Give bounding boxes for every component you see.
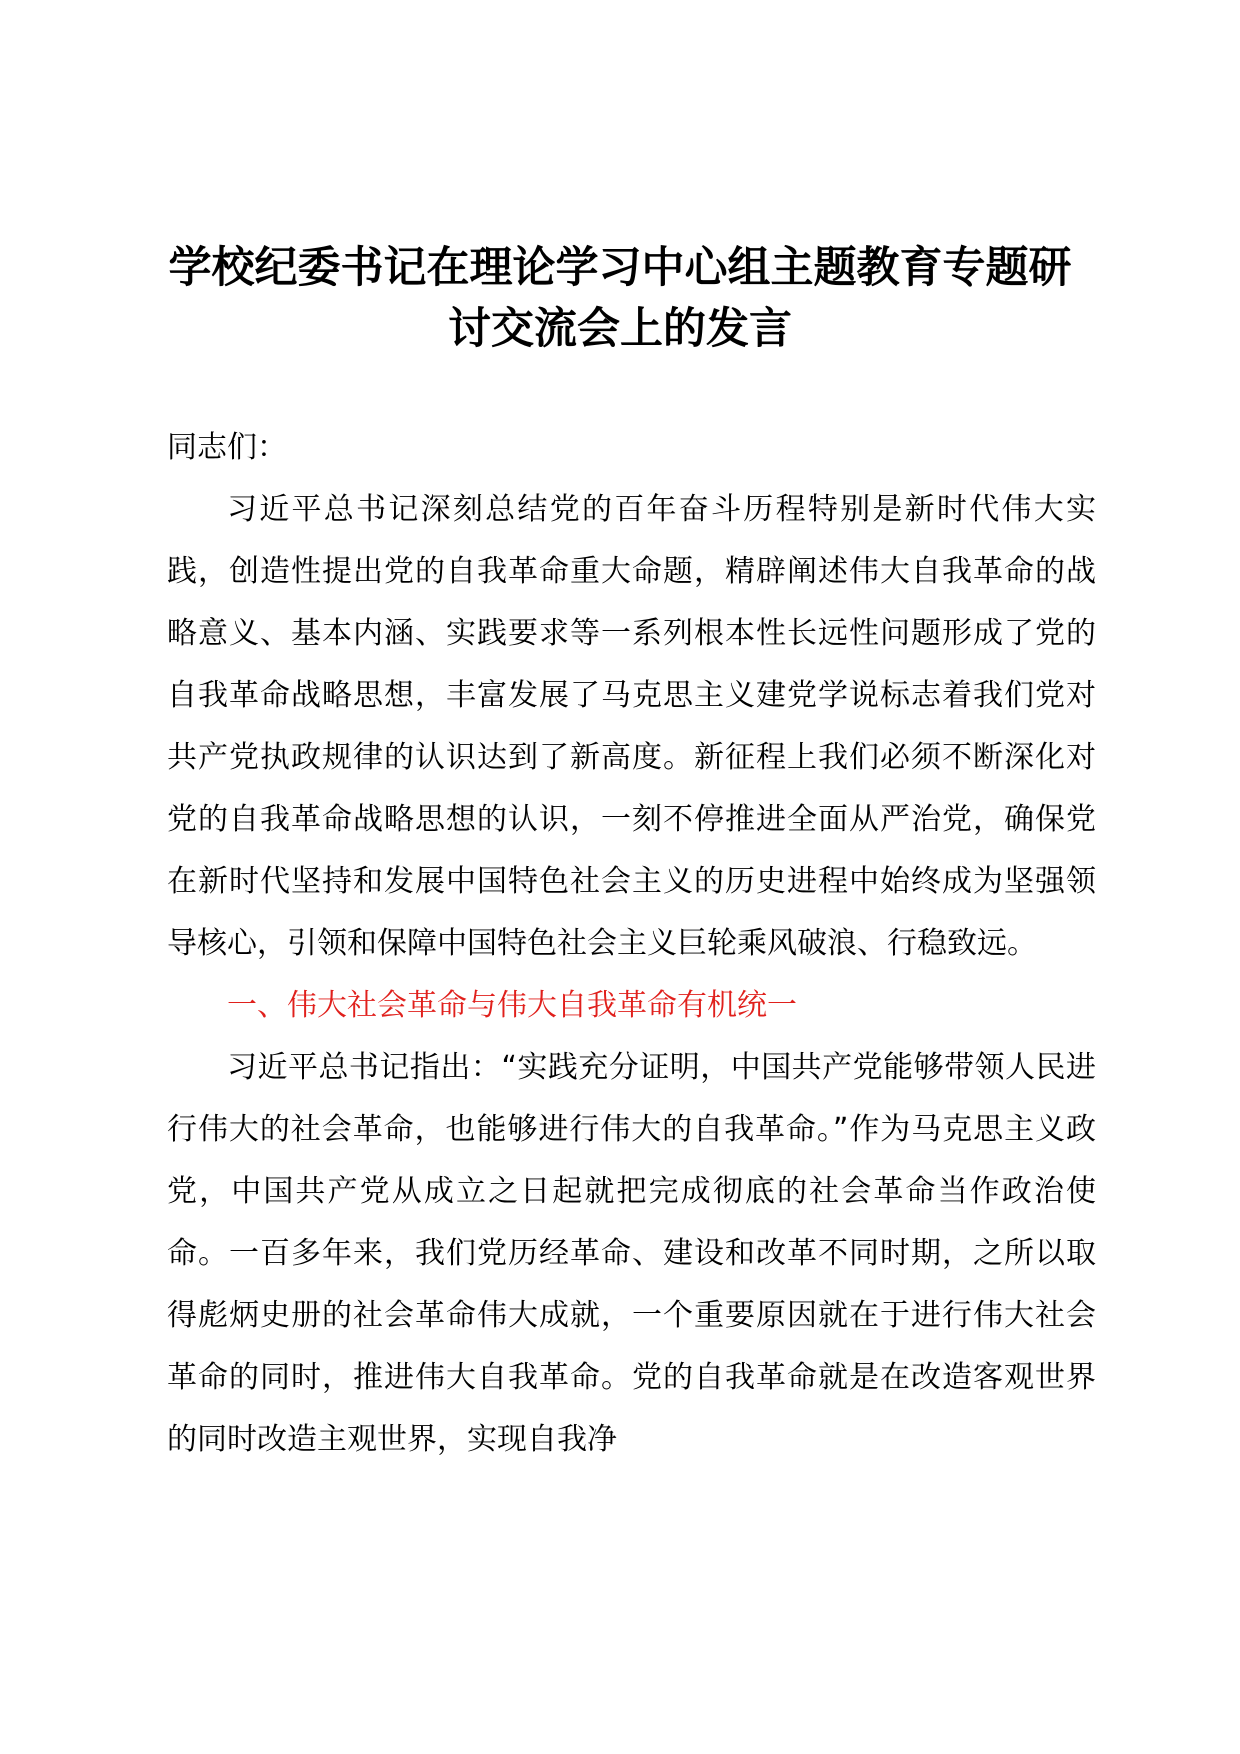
- document-title: 学校纪委书记在理论学习中心组主题教育专题研讨交流会上的发言: [168, 243, 1072, 354]
- body-paragraph: 习近平总书记指出：“实践充分证明，中国共产党能够带领人民进行伟大的社会革命，也能够进行伟大的自我革命。”作为马克思主义政党，中国共产党从成立之日起就把完成彻底的社会革命当作政治使命。一百多年来，我们党历经革命、建设和改革不同时期，之所以取得彪炳史册的社会革命伟大成就，一个重要原因就在于进行伟大社会革命的同时，推进伟大自我革命。党的自我革命就是在改造客观世界的同时改造主观世界，实现自我净: [167, 1050, 1096, 1457]
- body-paragraph: 习近平总书记深刻总结党的百年奋斗历程特别是新时代伟大实践，创造性提出党的自我革命重大命题，精辟阐述伟大自我革命的战略意义、基本内涵、实践要求等一系列根本性长远性问题形成了党的自我革命战略思想，丰富发展了马克思主义建党学说标志着我们党对共产党执政规律的认识达到了新高度。新征程上我们必须不断深化对党的自我革命战略思想的认识，一刻不停推进全面从严治党，确保党在新时代坚持和发展中国特色社会主义的历史进程中始终成为坚强领导核心，引领和保障中国特色社会主义巨轮乘风破浪、行稳致远。: [167, 492, 1096, 961]
- document-body: [167, 417, 1096, 1471]
- section-heading: 一、伟大社会革命与伟大自我革命有机统一: [227, 988, 797, 1023]
- salutation: 同志们：: [167, 430, 287, 465]
